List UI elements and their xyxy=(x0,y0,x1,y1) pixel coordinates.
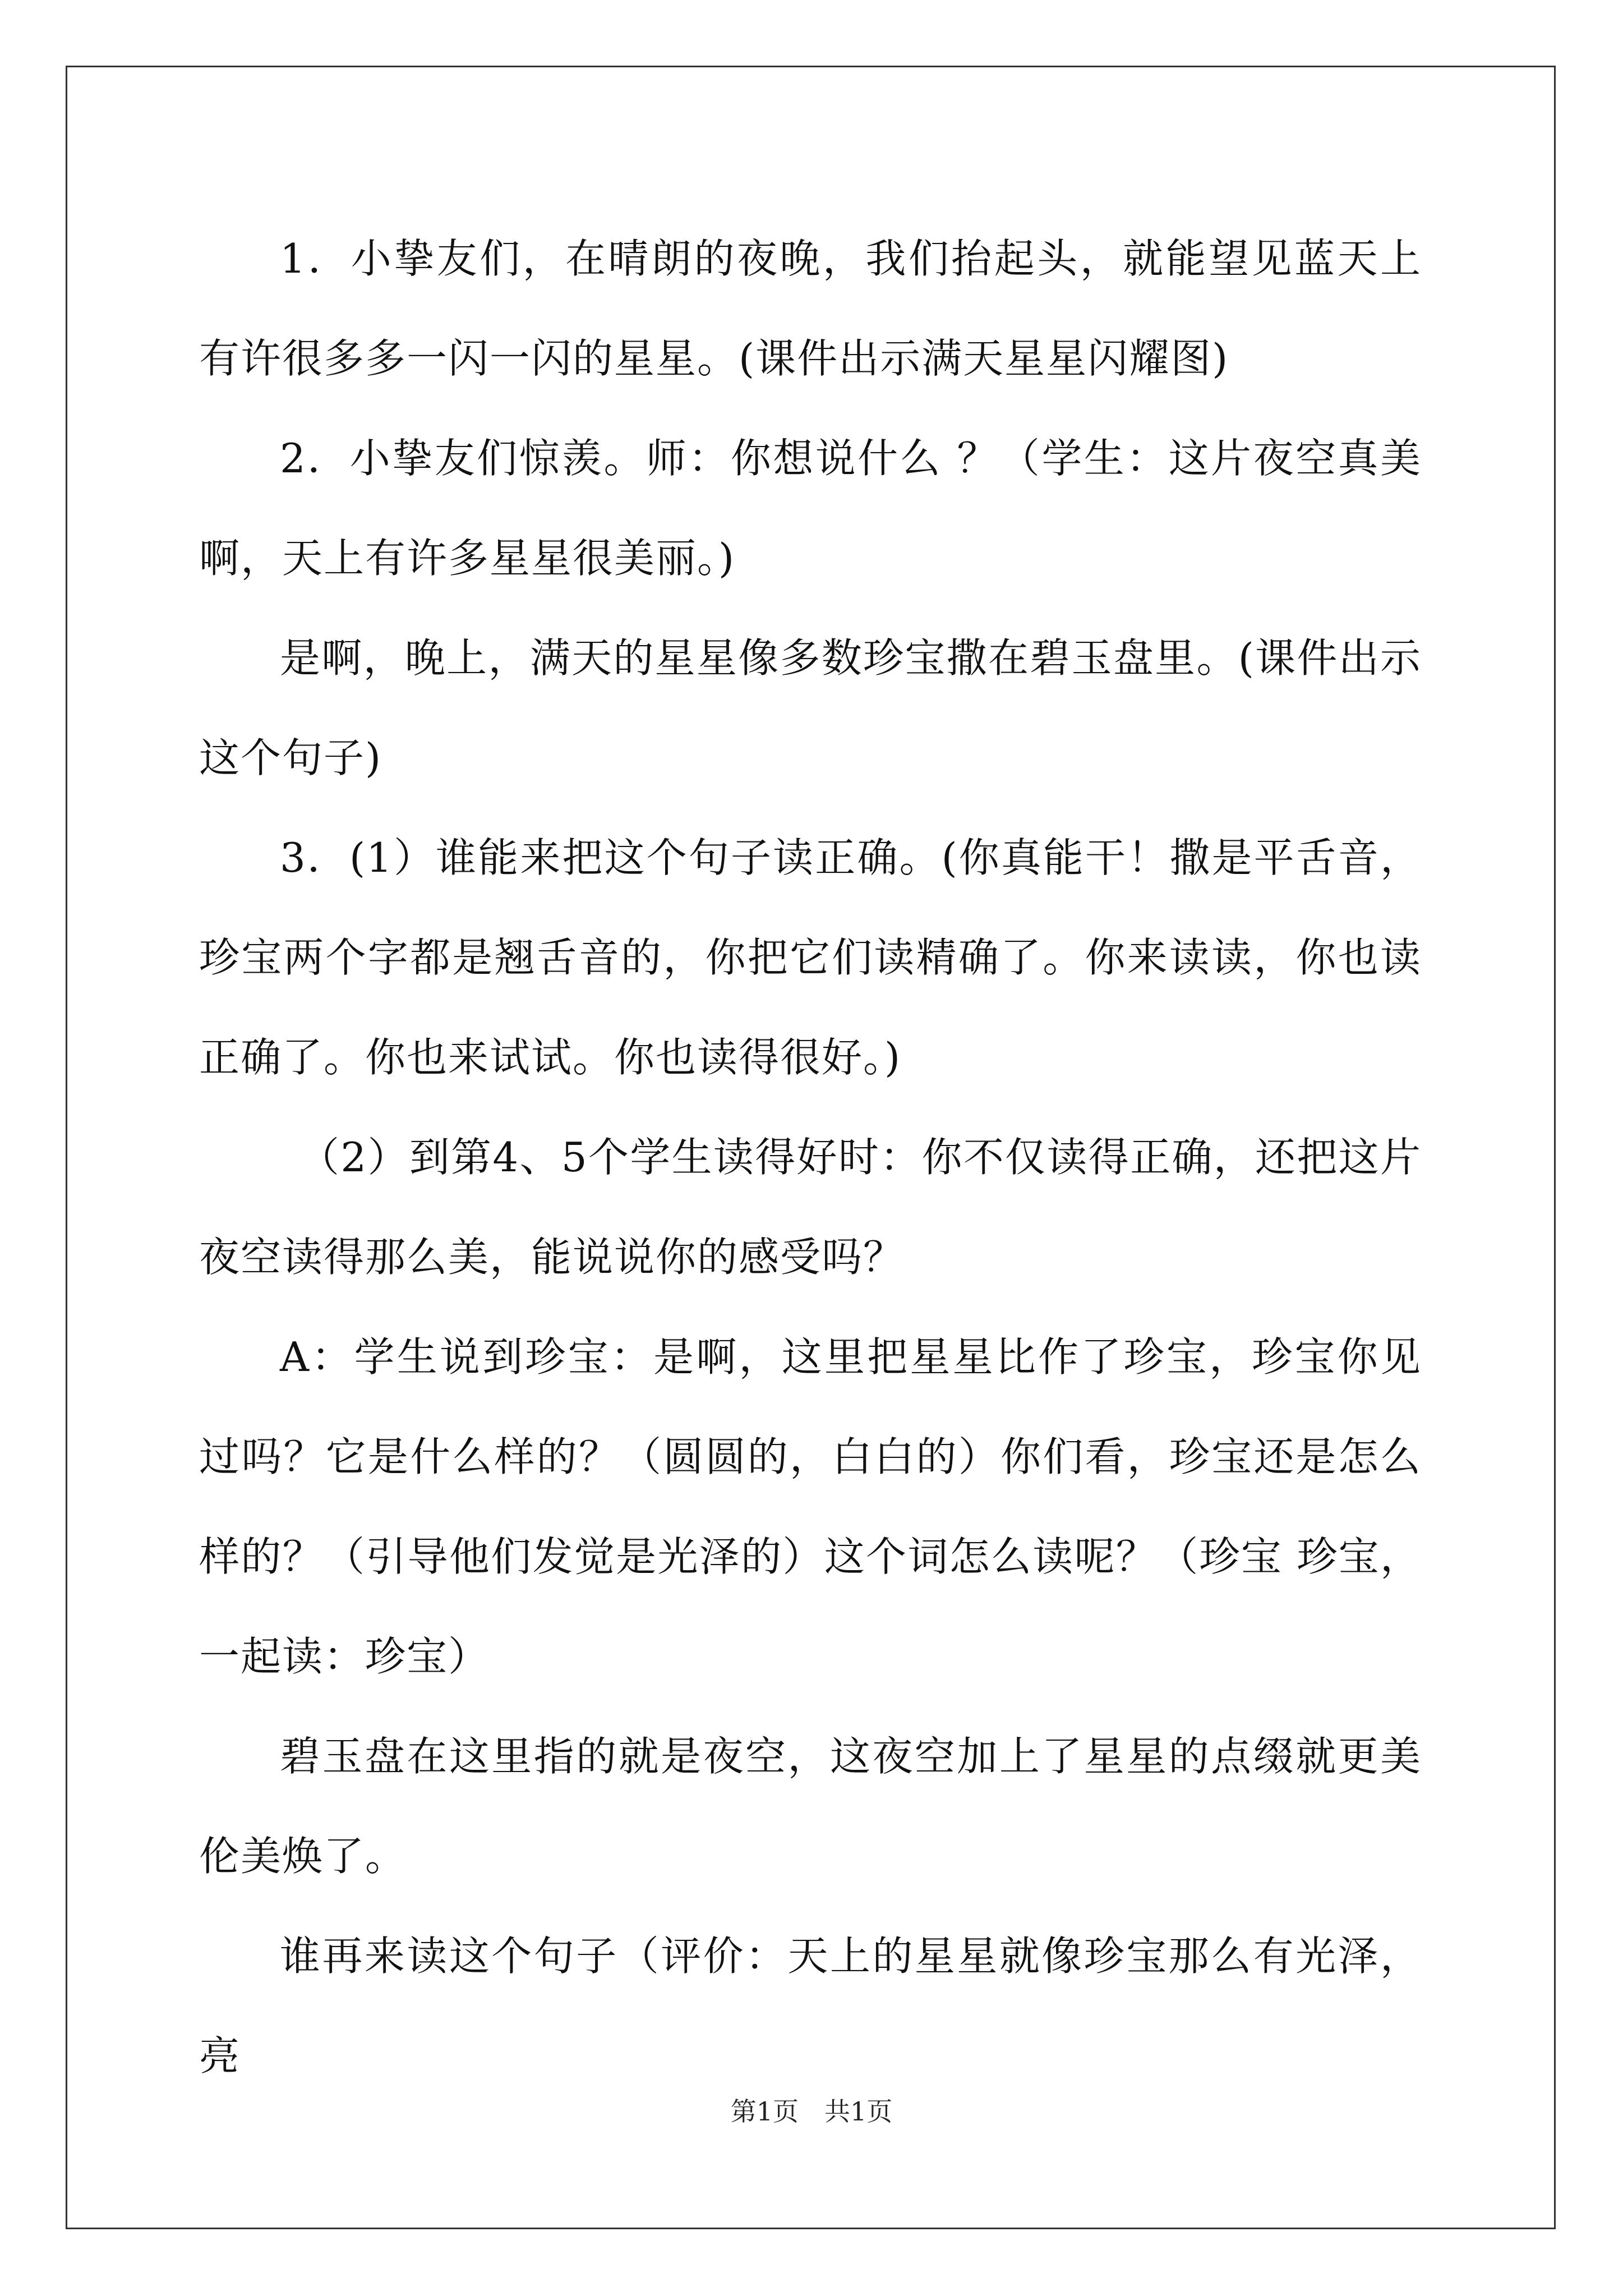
paragraph: 是啊，晚上，满天的星星像多数珍宝撒在碧玉盘里。(课件出示这个句子) xyxy=(199,634,1422,781)
page-number-footer: 第1页 共1页 xyxy=(730,2096,893,2127)
paragraph: 1．小挚友们，在晴朗的夜晚，我们抬起头，就能望见蓝天上有许很多多一闪一闪的星星。(课件出示满天星星闪耀图) xyxy=(199,235,1422,382)
paragraph: 谁再来读这个句子（评价：天上的星星就像珍宝那么有光泽，亮 xyxy=(199,1932,1422,2079)
document-body xyxy=(199,209,1422,2106)
paragraph: 2．小挚友们惊羡。师：你想说什么 ？（学生：这片夜空真美啊，天上有许多星星很美丽。) xyxy=(199,435,1422,582)
paragraph: A：学生说到珍宝：是啊，这里把星星比作了珍宝，珍宝你见过吗？它是什么样的？（圆圆的，白白的）你们看，珍宝还是怎么样的？（引导他们发觉是光泽的）这个词怎么读呢？（珍宝 珍宝，一起读：珍宝） xyxy=(199,1333,1422,1680)
paragraph: 3．(1）谁能来把这个句子读正确。(你真能干！撒是平舌音，珍宝两个字都是翘舌音的，你把它们读精确了。你来读读，你也读正确了。你也来试试。你也读得很好。) xyxy=(199,834,1422,1081)
paragraph: （2）到第4、5个学生读得好时：你不仅读得正确，还把这片夜空读得那么美，能说说你的感受吗？ xyxy=(199,1134,1422,1281)
paragraph: 碧玉盘在这里指的就是夜空，这夜空加上了星星的点缀就更美伦美焕了。 xyxy=(199,1733,1422,1880)
